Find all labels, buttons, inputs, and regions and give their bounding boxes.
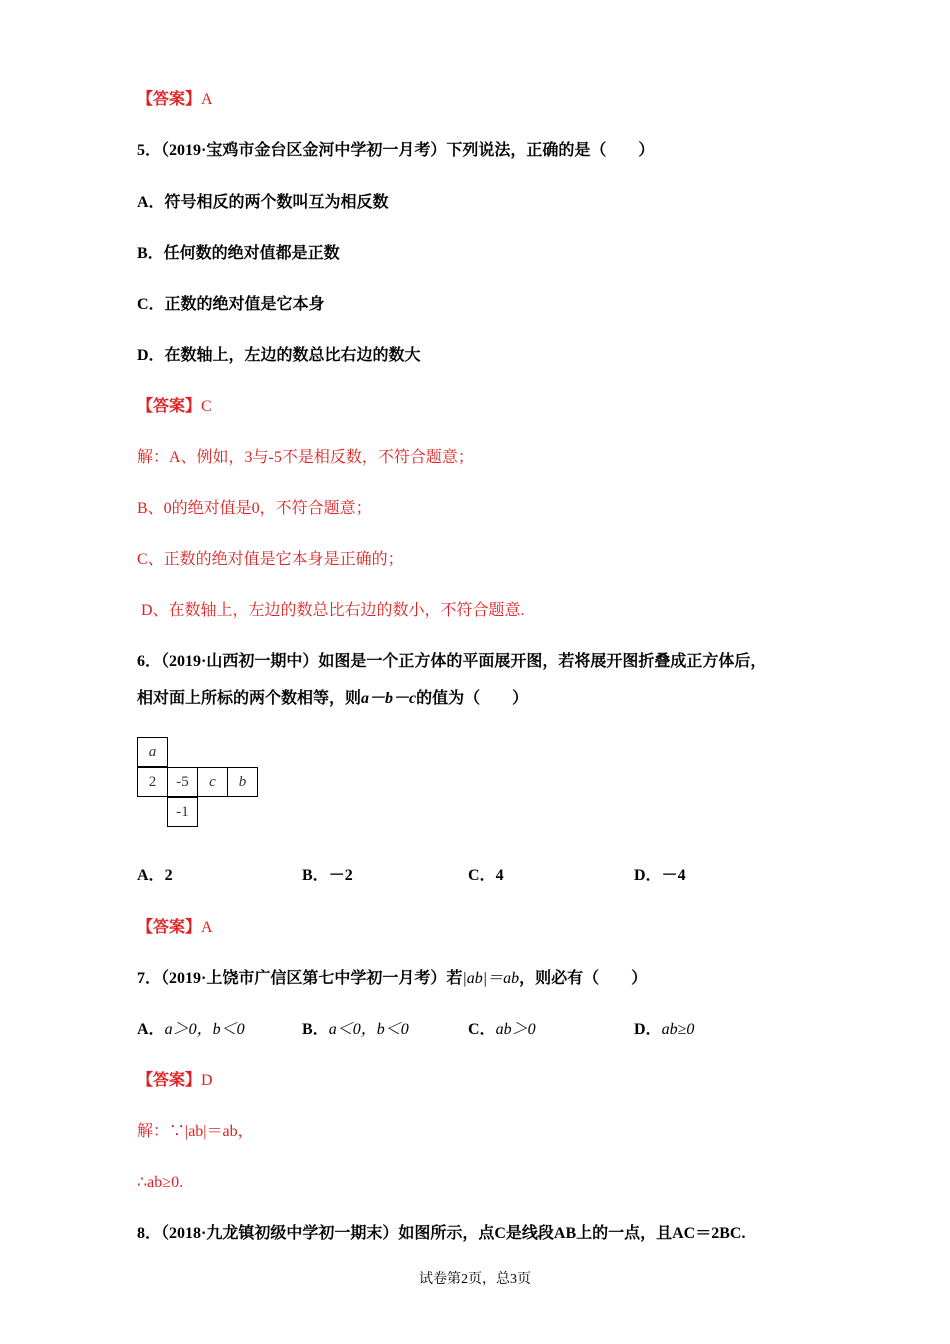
q7-stem-pre: 7．（2019·上饶市广信区第七中学初一月考）若 <box>137 970 463 987</box>
answer-value: D <box>201 1072 213 1089</box>
option-value: ab＞0 <box>495 1021 536 1038</box>
net-cell-center: -5 <box>167 767 198 797</box>
q7-expression: |ab|＝ab <box>462 970 520 987</box>
q7-option-d <box>634 1020 694 1040</box>
q5-solution-line-4: D、在数轴上，左边的数总比右边的数小，不符合题意. <box>137 602 525 619</box>
q5-solution-line-2: B、0的绝对值是0，不符合题意； <box>137 500 372 517</box>
net-cell-top: a <box>137 737 168 767</box>
option-value: a＞0，b＜0 <box>164 1021 245 1038</box>
q7-option-b <box>302 1020 409 1040</box>
option-label: D． <box>634 1021 662 1038</box>
q5-solution-line-1: 解：A、例如，3与-5不是相反数，不符合题意； <box>137 449 474 466</box>
option-label: A． <box>137 867 165 884</box>
option-label: A． <box>137 1021 165 1038</box>
q7-solution-line-2: ∴ab≥0. <box>137 1174 184 1191</box>
net-cell-right-2: b <box>227 767 258 797</box>
option-value: ab≥0 <box>661 1021 695 1038</box>
q6-answer <box>137 918 213 938</box>
q5-option-d: D．在数轴上，左边的数总比右边的数大 <box>137 347 421 364</box>
q7-answer <box>137 1071 213 1091</box>
option-label: C． <box>468 1021 496 1038</box>
answer-value: A <box>201 91 213 108</box>
option-label: B． <box>302 1021 329 1038</box>
q5-option-a: A．符号相反的两个数叫互为相反数 <box>137 194 389 211</box>
q6-expression: a－b－c <box>361 690 417 707</box>
page-footer: 试卷第2页，总3页 <box>419 1272 531 1287</box>
q6-stem-line-1: 6．（2019·山西初一期中）如图是一个正方体的平面展开图，若将展开图折叠成正方体后， <box>137 653 767 670</box>
net-cell-bottom: -1 <box>167 797 198 827</box>
q5-stem: 5．（2019·宝鸡市金台区金河中学初一月考）下列说法，正确的是（ ） <box>137 142 655 159</box>
net-cell-left: 2 <box>137 767 168 797</box>
answer-tag: 【答案】 <box>137 91 202 108</box>
q6-stem-pre: 相对面上所标的两个数相等，则 <box>137 690 362 707</box>
option-value: －2 <box>328 867 353 884</box>
q5-option-b: B．任何数的绝对值都是正数 <box>137 245 340 262</box>
answer-value: C <box>201 398 212 415</box>
option-value: a＜0，b＜0 <box>328 1021 409 1038</box>
answer-value: A <box>201 919 213 936</box>
q5-solution-line-3: C、正数的绝对值是它本身是正确的； <box>137 551 404 568</box>
answer-tag: 【答案】 <box>137 398 202 415</box>
answer-tag: 【答案】 <box>137 1072 202 1089</box>
q5-option-c: C．正数的绝对值是它本身 <box>137 296 325 313</box>
q5-answer <box>137 397 212 417</box>
q8-stem: 8．（2018·九龙镇初级中学初一期末）如图所示，点C是线段AB上的一点，且AC＝2BC. <box>137 1225 746 1242</box>
q6-option-a <box>137 866 173 886</box>
q6-stem-line-2 <box>137 689 528 709</box>
option-value: 2 <box>164 867 173 884</box>
option-label: B． <box>302 867 329 884</box>
option-value: －4 <box>661 867 686 884</box>
net-cell-right-1: c <box>197 767 228 797</box>
option-label: C． <box>468 867 496 884</box>
q6-stem-post: 的值为（ ） <box>416 690 529 707</box>
option-label: D． <box>634 867 662 884</box>
q4-answer <box>137 90 213 110</box>
q7-option-c <box>468 1020 536 1040</box>
q7-stem <box>137 969 647 989</box>
q6-option-b <box>302 866 353 886</box>
q6-option-c <box>468 866 504 886</box>
option-value: 4 <box>495 867 504 884</box>
q7-stem-post: ，则必有（ ） <box>519 970 648 987</box>
q7-option-a <box>137 1020 245 1040</box>
answer-tag: 【答案】 <box>137 919 202 936</box>
q7-solution-line-1: 解：∵|ab|＝ab， <box>137 1123 254 1140</box>
q6-option-d <box>634 866 686 886</box>
